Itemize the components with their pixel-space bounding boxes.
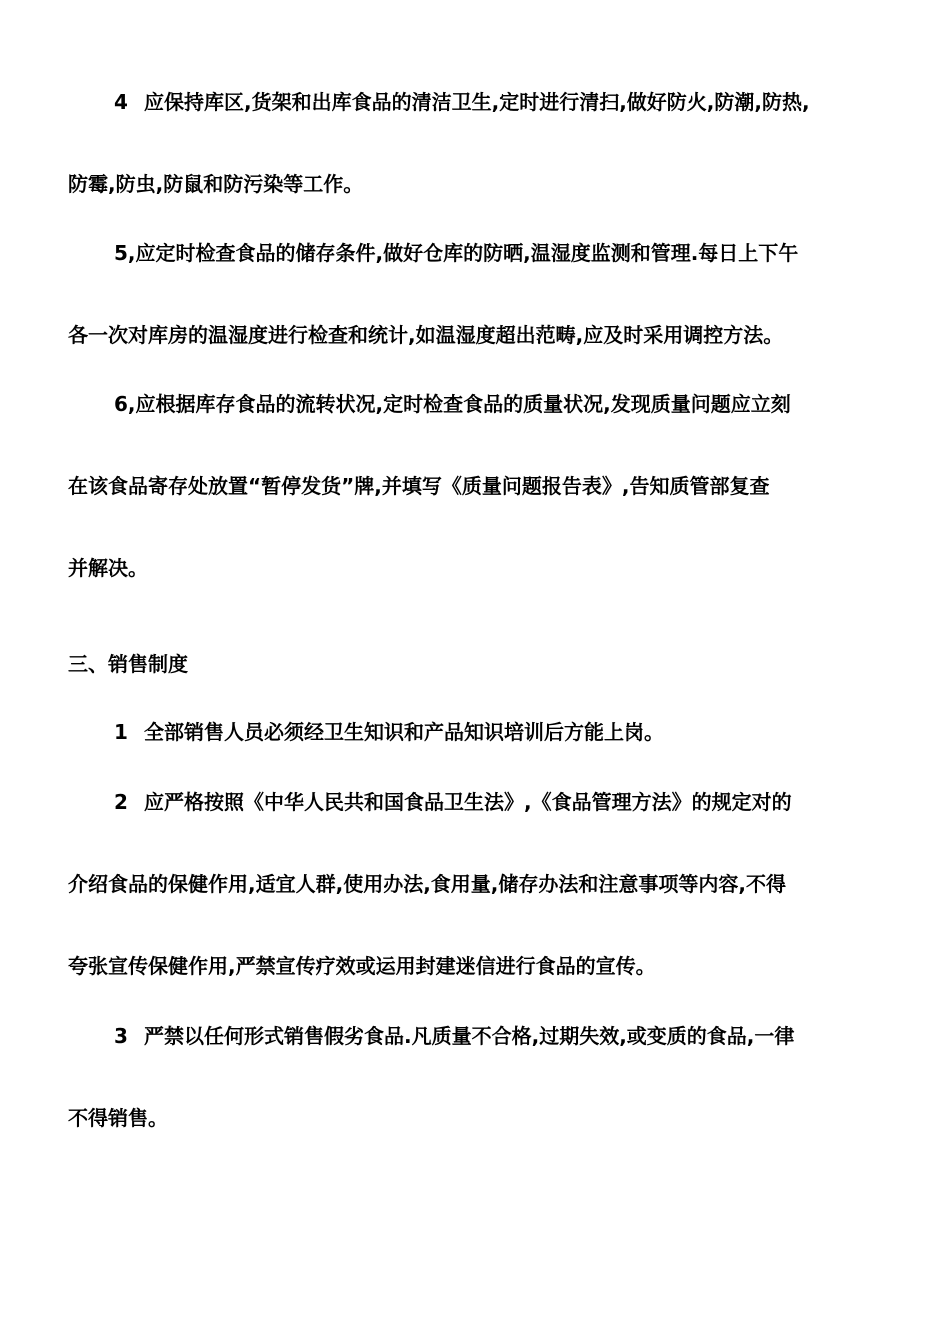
storage-item-6-line-3: 并解决。	[68, 556, 148, 580]
sales-item-1-line-1	[114, 718, 664, 746]
item-number: 4	[114, 90, 128, 114]
storage-item-6-line-2: 在该食品寄存处放置“暂停发货”牌,并填写《质量问题报告表》,告知质管部复查	[68, 474, 770, 498]
item-text: 全部销售人员必须经卫生知识和产品知识培训后方能上岗。	[144, 720, 664, 744]
storage-item-5-line-1: 5,应定时检查食品的储存条件,做好仓库的防晒,温湿度监测和管理.每日上下午	[114, 241, 799, 265]
item-text: 应严格按照《中华人民共和国食品卫生法》,《食品管理方法》的规定对的	[144, 790, 792, 814]
storage-item-4-line-2: 防霉,防虫,防鼠和防污染等工作。	[68, 172, 364, 196]
sales-item-3-line-2: 不得销售。	[68, 1106, 168, 1130]
sales-section-heading: 三、销售制度	[68, 652, 188, 676]
sales-item-2-line-1	[114, 788, 792, 816]
storage-item-5-line-2: 各一次对库房的温湿度进行检查和统计,如温湿度超出范畴,应及时采用调控方法。	[68, 323, 784, 347]
sales-item-2-line-2: 介绍食品的保健作用,适宜人群,使用办法,食用量,储存办法和注意事项等内容,不得	[68, 872, 786, 896]
storage-item-4-line-1	[114, 88, 810, 116]
item-number: 1	[114, 720, 128, 744]
item-text: 严禁以任何形式销售假劣食品.凡质量不合格,过期失效,或变质的食品,一律	[144, 1024, 795, 1048]
item-number: 2	[114, 790, 128, 814]
item-number: 3	[114, 1024, 128, 1048]
sales-item-3-line-1	[114, 1022, 794, 1050]
storage-item-6-line-1: 6,应根据库存食品的流转状况,定时检查食品的质量状况,发现质量问题应立刻	[114, 392, 791, 416]
sales-item-2-line-3: 夸张宣传保健作用,严禁宣传疗效或运用封建迷信进行食品的宣传。	[68, 954, 656, 978]
item-text: 应保持库区,货架和出库食品的清洁卫生,定时进行清扫,做好防火,防潮,防热,	[144, 90, 810, 114]
